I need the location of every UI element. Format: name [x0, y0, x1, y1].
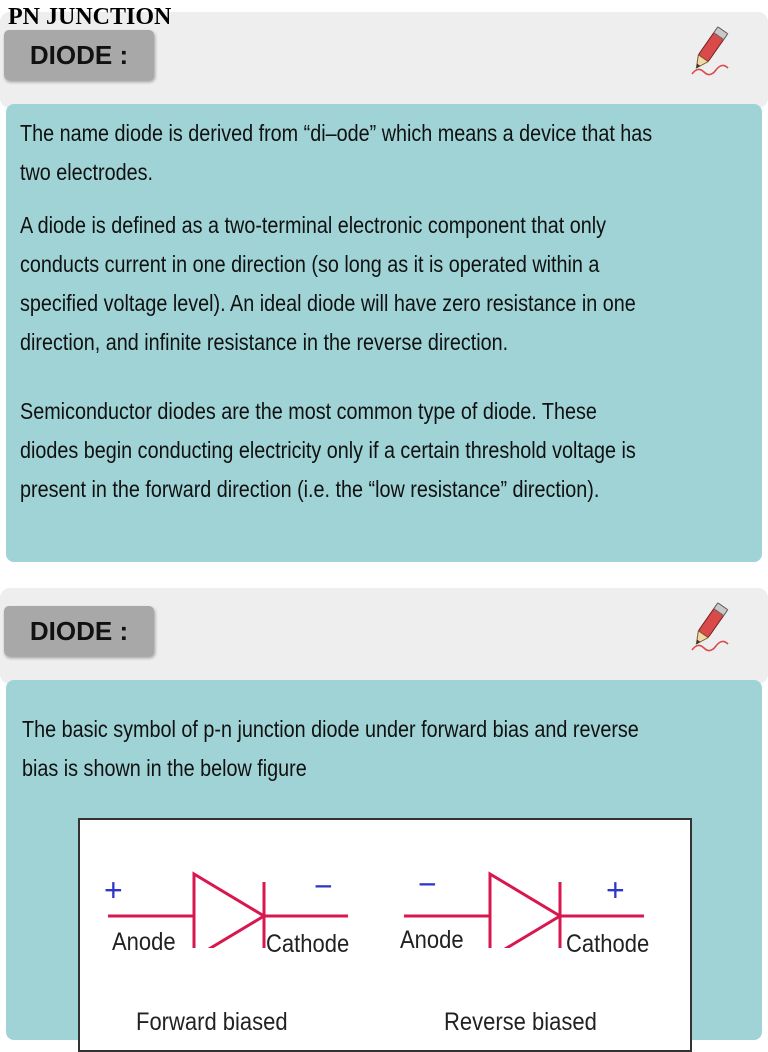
reverse-positive-sign: +	[606, 872, 625, 908]
document-title: PN JUNCTION	[8, 4, 172, 30]
pencil-icon	[684, 22, 734, 78]
paragraph-symbol-description: The basic symbol of p-n junction diode under forward bias and reverse bias is shown in the below figure	[22, 716, 639, 781]
reverse-negative-sign: −	[418, 866, 437, 902]
forward-positive-sign: +	[104, 872, 123, 908]
slide-2-header-tag: DIODE :	[4, 606, 154, 656]
slide-1-panel	[6, 104, 762, 562]
paragraph-diode-name: The name diode is derived from “di–ode” which means a device that has two electrodes.	[20, 120, 653, 185]
forward-caption: Forward biased	[136, 1008, 288, 1036]
forward-negative-sign: −	[314, 868, 333, 904]
diode-symbol-figure	[78, 818, 692, 1052]
paragraph-diode-definition: A diode is defined as a two-terminal electronic component that only conducts current in one direction (so long as it is operated within a specified voltage level). An ideal diode will have zero resistance in one direction, and infinite resistance in the reverse direction.	[20, 212, 636, 355]
forward-cathode-label: Cathode	[266, 930, 350, 958]
reverse-anode-label: Anode	[400, 926, 464, 954]
pencil-icon	[684, 598, 734, 654]
forward-anode-label: Anode	[112, 928, 176, 956]
paragraph-semiconductor-diodes: Semiconductor diodes are the most common type of diode. These diodes begin conducting electricity only if a certain threshold voltage is present in the forward direction (i.e. the “low resistance” direction).	[20, 398, 636, 502]
reverse-caption: Reverse biased	[444, 1008, 597, 1036]
reverse-cathode-label: Cathode	[566, 930, 650, 958]
slide-2-header	[0, 588, 768, 684]
slide-1-header-tag: DIODE :	[4, 30, 154, 80]
